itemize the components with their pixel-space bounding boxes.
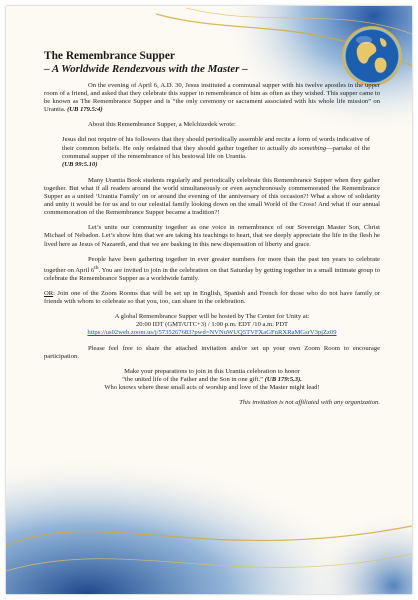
document-subtitle: – A Worldwide Rendezvous with the Master –	[44, 63, 248, 75]
zoom-rooms-paragraph: OR: Join one of the Zoom Rooms that will be set up in English, Spanish and French for those who do not have family or friends with whom to celebrate so that you, too, can share in the celebration.	[44, 290, 380, 306]
document-page	[6, 6, 412, 594]
melchizedek-quote: Jesus did not require of his followers that they should periodically assemble and recite a form of words indicative of their common beliefs. He only ordained that they should gather together to actually do something—partake of the communal supper of the remembrance of his bestowal life on Urantia. (UB 99:5.10)	[62, 136, 370, 168]
unite-paragraph: Let’s unite our community together as one voice in remembrance of our Sovereign Master Son, Christ Michael of Nebadon. Let’s show him that we are taking his teachings to heart, that we deeply appreciate the life in the flesh he lived here as Jesus of Nazareth, and that we are basking in this new dispensation of liberty and grace.	[44, 224, 380, 248]
melchizedek-intro: About this Remembrance Supper, a Melchizedek wrote:	[88, 121, 236, 129]
zoom-link[interactable]: https://us02web.zoom.us/j/5735267683?pwd=NVNuWUQ5TVFXaGFnRXRaMGsrV3pjZz09	[87, 329, 337, 337]
global-supper-block: A global Remembrance Supper will be hosted by The Center for Unity at: 20:00 IDT (GMT/UTC+3) / 1:00 p.m. EDT /10 a.m. PDT https://us02web.zoom.us/j/5735267683?pwd=NVNuWUQ5TVFXaGFnRXRaMGsrV3pjZz09	[87, 313, 337, 337]
document-title: The Remembrance Supper	[44, 50, 175, 62]
document-body	[44, 50, 380, 414]
share-paragraph: Please feel free to share the attached invitation and/or set up your own Zoom Room to encourage participation.	[44, 344, 380, 360]
closing-block: Make your preparations to join in this Urantia celebration to honor “the united life of the Father and the Son in one gift.” (UB 179:5.3). Who knows where these small acts of worship and love of the Master might lead!	[104, 367, 320, 391]
gathering-paragraph: People have been gathering together in ever greater numbers for more than the past ten years to celebrate together on April 6th. You are invited to join in the celebration on that Saturday by getting together in a small intimate group to celebrate the Remembrance Supper as a worldwide family.	[44, 255, 380, 282]
students-paragraph: Many Urantia Book students regularly and periodically celebrate this Remembrance Supper when they gather together. But what if all readers around the world simultaneously or even asynchronously commemorated the Remembrance Supper as a united ‘Urantia Family’ on or around the evening of the anniversary of this occasion?! What a show of solidarity and unity it would be for us and to our celestial family looking down on the small World of the Cross! And what if our annual commemoration of the Remembrance Supper became a tradition?!	[44, 176, 380, 217]
disclaimer-note: This invitation is not affiliated with any organization.	[239, 399, 380, 406]
intro-paragraph: On the evening of April 6, A.D. 30, Jesus instituted a communal supper with his twelve apostles in the upper room of a friend, and asked that they celebrate this supper in remembrance of him as often as they wished. This supper came to be known as The Remembrance Supper and is “the only ceremony or sacrament associated with his whole life mission” on Urantia. (UB 179.5:4)	[44, 82, 380, 114]
